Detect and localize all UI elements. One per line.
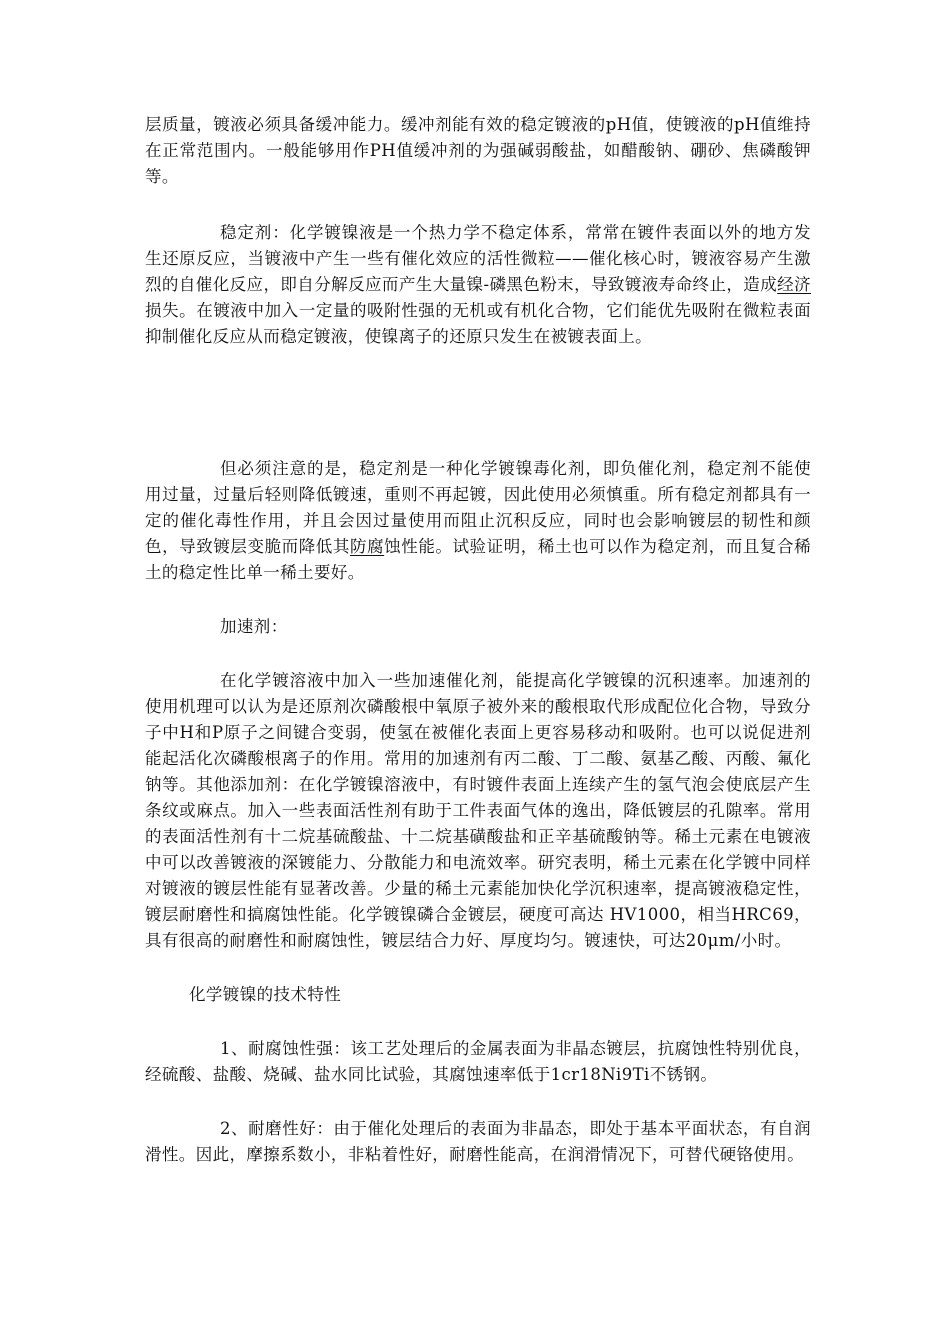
spacer	[145, 350, 811, 456]
spacer	[145, 1088, 811, 1116]
paragraph-buffer-text: 层质量，镀液必须具备缓冲能力。缓冲剂能有效的稳定镀液的pH值，使镀液的pH值维持在正常范围内。一般能够用作PH值缓冲剂的为强碱弱酸盐，如醋酸钠、硼砂、焦磷酸钾等。	[145, 115, 811, 186]
paragraph-wear-text: 2、耐磨性好：由于催化处理后的表面为非晶态，即处于基本平面状态，有自润滑性。因此，摩擦系数小，非粘着性好，耐磨性能高，在润滑情况下，可替代硬铬使用。	[145, 1119, 811, 1164]
paragraph-stabilizer-caution	[145, 456, 811, 586]
paragraph-accelerator-text: 在化学镀溶液中加入一些加速催化剂，能提高化学镀镍的沉积速率。加速剂的使用机理可以认为是还原剂次磷酸根中氧原子被外来的酸根取代形成配位化合物，导致分子中H和P原子之间键合变弱，使氢在被催化表面上更容易移动和吸附。也可以说促进剂能起活化次磷酸根离子的作用。常用的加速剂有丙二酸、丁二酸、氨基乙酸、丙酸、氟化钠等。其他添加剂：在化学镀镍溶液中，有时镀件表面上连续产生的氢气泡会使底层产生条纹或麻点。加入一些表面活性剂有助于工件表面气体的逸出，降低镀层的孔隙率。常用的表面活性剂有十二烷基硫酸盐、十二烷基磺酸盐和正辛基硫酸钠等。稀土元素在电镀液中可以改善镀液的深镀能力、分散能力和电流效率。研究表明，稀土元素在化学镀中同样对镀液的镀层性能有显著改善。少量的稀土元素能加快化学沉积速率，提高镀液稳定性，镀层耐磨性和搞腐蚀性能。化学镀镍磷合金镀层，硬度可高达 HV1000，相当HRC69，具有很高的耐磨性和耐腐蚀性，镀层结合力好、厚度均匀。镀速快，可达20μm/小时。	[145, 671, 811, 950]
spacer	[145, 190, 811, 220]
paragraph-stabilizer-text-1: 稳定剂：化学镀镍液是一个热力学不稳定体系，常常在镀件表面以外的地方发生还原反应，当镀液中产生一些有催化效应的活性微粒——催化核心时，镀液容易产生激烈的自催化反应，即自分解反应而产生大量镍-磷黑色粉末，导致镀液寿命终止，造成	[145, 223, 811, 294]
section-heading	[145, 982, 811, 1008]
spacer	[145, 586, 811, 614]
document-body	[145, 112, 811, 1168]
link-anticorrosion[interactable]: 防腐	[349, 537, 385, 556]
paragraph-corrosion-text: 1、耐腐蚀性强：该工艺处理后的金属表面为非晶态镀层，抗腐蚀性特别优良，经硫酸、盐酸、烧碱、盐水同比试验，其腐蚀速率低于1cr18Ni9Ti不锈钢。	[145, 1039, 811, 1084]
paragraph-stabilizer	[145, 220, 811, 350]
paragraph-stabilizer-text-2: 损失。在镀液中加入一定量的吸附性强的无机或有机化合物，它们能优先吸附在微粒表面抑制催化反应从而稳定镀液，使镍离子的还原只发生在被镀表面上。	[145, 301, 811, 346]
paragraph-accelerator-label	[145, 614, 811, 640]
link-economy[interactable]: 经济	[777, 275, 811, 294]
paragraph-corrosion-resistance	[145, 1036, 811, 1088]
paragraph-caution-text-2: 蚀性能。试验证明，稀土也可以作为稳定剂，而且复合稀土的稳定性比单一稀土要好。	[145, 537, 811, 582]
spacer	[145, 640, 811, 668]
paragraph-wear-resistance	[145, 1116, 811, 1168]
paragraph-buffer	[145, 112, 811, 190]
spacer	[145, 954, 811, 982]
section-heading-text: 化学镀镍的技术特性	[189, 985, 342, 1004]
accelerator-label-text: 加速剂：	[220, 617, 288, 636]
spacer	[145, 1008, 811, 1036]
paragraph-accelerator	[145, 668, 811, 954]
paragraph-caution-text-1: 但必须注意的是，稳定剂是一种化学镀镍毒化剂，即负催化剂，稳定剂不能使用过量，过量后轻则降低镀速，重则不再起镀，因此使用必须慎重。所有稳定剂都具有一定的催化毒性作用，并且会因过量使用而阻止沉积反应，同时也会影响镀层的韧性和颜色，导致镀层变脆而降低其	[145, 459, 811, 556]
